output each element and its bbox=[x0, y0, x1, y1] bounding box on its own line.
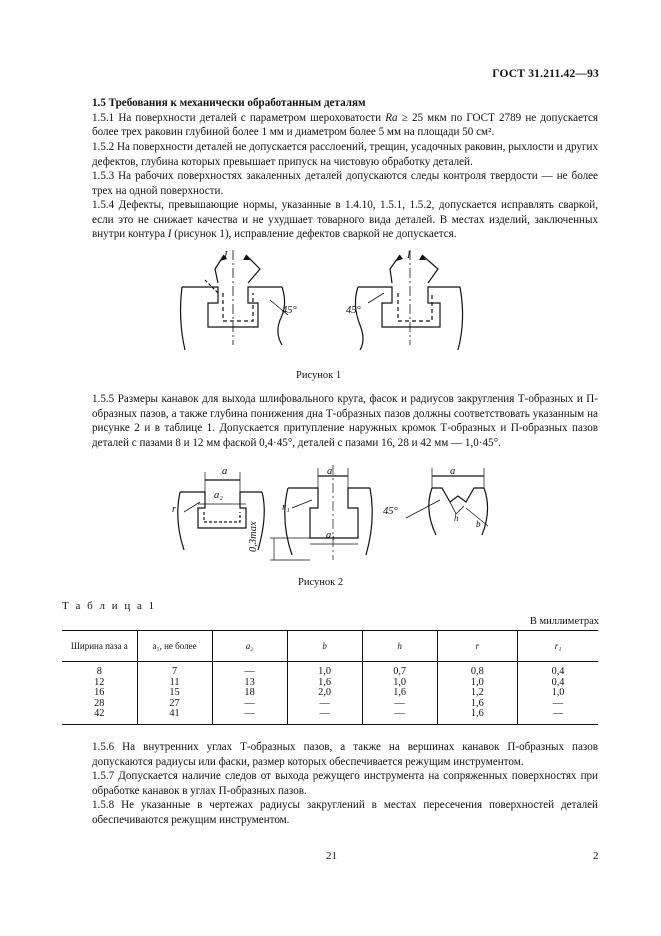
cell: — bbox=[212, 662, 287, 678]
cell: 0,4 bbox=[518, 662, 598, 678]
header-a2: a₂ bbox=[212, 631, 287, 662]
paragraph-1-5-4-part-b: (рисунок 1), исправление дефектов сваркой не допускается. bbox=[171, 228, 457, 241]
figure-2-label-h: h bbox=[454, 513, 459, 523]
cell: 1,6 bbox=[437, 699, 517, 710]
figure-1-angle-right: 45° bbox=[346, 305, 361, 316]
figure-1-callout-right: I bbox=[407, 250, 411, 261]
paragraph-1-5-4-part-a: 1.5.4 Дефекты, превышающие нормы, указанные в 1.4.10, 1.5.1, 1.5.2, допускается исправлять сваркой, если это не снижает качества и не ухудшает товарного вида деталей. В местах изделий, заключенных внутри контура bbox=[92, 199, 598, 241]
figure-2-label-r1: r₁ bbox=[282, 502, 290, 513]
cell: 2,0 bbox=[287, 688, 362, 699]
cell: — bbox=[518, 709, 598, 724]
cell: 0,7 bbox=[362, 662, 437, 678]
cell: 1,0 bbox=[362, 678, 437, 689]
figure-2-label-r: r bbox=[172, 504, 177, 515]
header-b: b bbox=[287, 631, 362, 662]
paragraph-1-5-6: 1.5.6 На внутренних углах Т-образных пазов, а также на вершинах канавок П-образных пазов допускаются радиусы или фаски, размер которых обеспечивается режущим инструментом. bbox=[92, 741, 598, 768]
table-row bbox=[62, 662, 598, 678]
cell: 8 bbox=[96, 666, 102, 677]
cell: 0,4 bbox=[518, 678, 598, 689]
figure-2-label-b: b bbox=[476, 519, 481, 529]
cell: 1,2 bbox=[437, 688, 517, 699]
table-units: В миллиметрах bbox=[529, 616, 599, 627]
table-row bbox=[62, 699, 598, 710]
cell: 12 bbox=[94, 676, 105, 688]
paragraph-1-5-4 bbox=[92, 198, 598, 242]
paragraph-1-5-1-part-b: ≥ 25 мкм по ГОСТ 2789 не допускается более трех раковин глубиной более 1 мм и диаметром более 5 мм на площади 50 см². bbox=[92, 111, 598, 139]
header-a1: a₁, не более bbox=[137, 631, 212, 662]
figure-2-drawing bbox=[170, 460, 510, 570]
cell: — bbox=[518, 699, 598, 710]
figure-2-angle: 45° bbox=[383, 506, 398, 517]
section-title: 1.5 Требования к механически обработанным деталям bbox=[92, 97, 366, 109]
cell: 41 bbox=[137, 709, 212, 724]
table-title: Т а б л и ц а 1 bbox=[62, 600, 157, 612]
figure-2-label-a2: a₂ bbox=[214, 490, 223, 501]
table-row bbox=[62, 709, 598, 724]
figure-2-depth-label: 0,3max bbox=[248, 521, 259, 552]
header-h: h bbox=[362, 631, 437, 662]
figure-1-angle-left: 45° bbox=[282, 305, 297, 316]
cell: 1,6 bbox=[437, 709, 517, 724]
figure-1-caption: Рисунок 1 bbox=[296, 370, 342, 381]
cell: 7 bbox=[137, 662, 212, 678]
ra-symbol: Ra bbox=[385, 111, 398, 124]
cell: 15 bbox=[137, 688, 212, 699]
paragraph-1-5-1 bbox=[92, 111, 598, 140]
contour-label: I bbox=[167, 228, 172, 241]
cell: 13 bbox=[212, 678, 287, 689]
cell: — bbox=[287, 699, 362, 710]
table-row bbox=[62, 688, 598, 699]
paragraph-1-5-1-part-a: 1.5.1 На поверхности деталей с параметром шероховатости bbox=[92, 111, 386, 124]
page-number-center: 21 bbox=[326, 850, 337, 862]
cell: — bbox=[362, 709, 437, 724]
cell: — bbox=[212, 699, 287, 710]
section-block bbox=[92, 96, 598, 140]
cell: 1,0 bbox=[518, 688, 598, 699]
figure-2-caption: Рисунок 2 bbox=[298, 577, 344, 588]
paragraph-1-5-7: 1.5.7 Допускается наличие следов от выхода режущего инструмента на сопряженных поверхностях при обработке канавок в углах П-образных пазов. bbox=[92, 770, 598, 797]
header-slot-width: Ширина паза a bbox=[62, 631, 137, 662]
paragraph-1-5-3: 1.5.3 На рабочих поверхностях закаленных деталей допускаются следы контроля твердости — не более трех на одной поверхности. bbox=[92, 170, 598, 197]
cell: 1,6 bbox=[362, 688, 437, 699]
document-code: ГОСТ 31.211.42—93 bbox=[492, 68, 599, 80]
header-r: r bbox=[437, 631, 517, 662]
cell: 42 bbox=[62, 709, 137, 724]
paragraph-1-5-8: 1.5.8 Не указанные в чертежах радиусы закруглений в местах пересечения поверхностей деталей обеспечиваются режущим инструментом. bbox=[92, 799, 598, 826]
header-r1: r₁ bbox=[518, 631, 598, 662]
paragraph-1-5-5: 1.5.5 Размеры канавок для выхода шлифовального круга, фасок и радиусов закругления Т-образных и П-образных пазов, а также глубина понижения дна Т-образных пазов должны соответствовать указанным на рисунке 2 и в таблице 1. Допускается притупление наружных кромок Т-образных и П-образных пазов деталей с пазами 8 и 12 мм фаской 0,4·45°, деталей с пазами 16, 28 и 42 мм — 1,0·45°. bbox=[92, 393, 598, 449]
figure-1-drawing bbox=[170, 245, 470, 355]
page-number-right: 2 bbox=[593, 850, 599, 862]
cell: — bbox=[287, 709, 362, 724]
cell: 27 bbox=[137, 699, 212, 710]
cell: — bbox=[212, 709, 287, 724]
cell: 28 bbox=[94, 697, 105, 709]
figure-2-label-a-1: a bbox=[222, 466, 228, 477]
cell: 1,0 bbox=[437, 678, 517, 689]
cell: 11 bbox=[137, 678, 212, 689]
cell: — bbox=[362, 699, 437, 710]
figure-1-callout-left: I bbox=[224, 250, 228, 261]
dimensions-table bbox=[62, 630, 598, 725]
figure-2-label-a-3: a bbox=[450, 466, 456, 477]
cell: 16 bbox=[94, 687, 105, 698]
cell: 1,0 bbox=[287, 662, 362, 678]
cell: 18 bbox=[212, 688, 287, 699]
cell: 1,6 bbox=[287, 678, 362, 689]
figure-2-label-a1: a₁ bbox=[326, 530, 335, 541]
cell: 0,8 bbox=[437, 662, 517, 678]
figure-2-label-a-2: a bbox=[327, 466, 333, 477]
paragraph-1-5-2: 1.5.2 На поверхности деталей не допускается расслоений, трещин, усадочных раковин, рыхлости и других дефектов, глубина которых превышает припуск на чистовую обработку деталей. bbox=[92, 141, 598, 168]
